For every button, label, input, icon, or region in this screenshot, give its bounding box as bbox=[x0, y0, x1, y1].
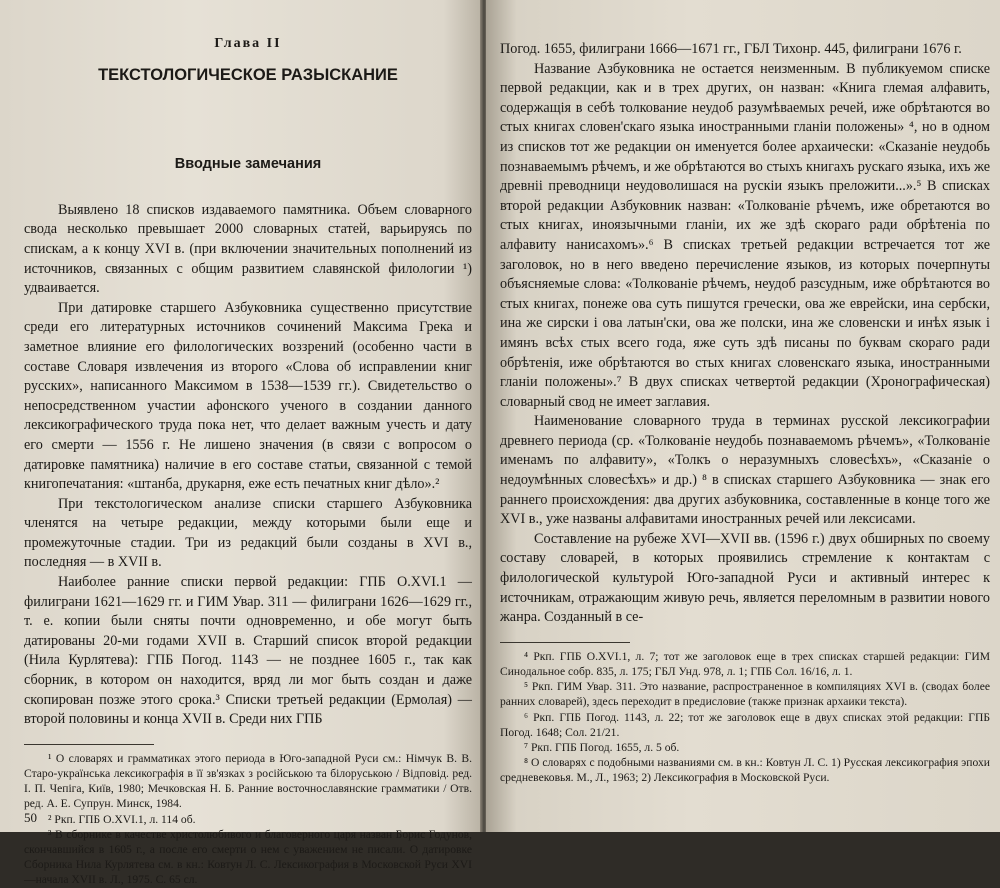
right-page bbox=[486, 0, 1000, 832]
right-page-content bbox=[500, 40, 990, 786]
paragraph: Наименование словарного труда в терминах русской лексикографии древнего периода (ср. «Толкованіе неудобь познаваемомъ рѣчемъ», «Толкованіе именамъ по алфавиту», «Толкъ о неразумныхъ словесѣхъ», «Сказаніе о недоумѣнных словесѣхъ» и др.) ⁸ в списках старшего Азбуковника — знак его раннего происхождения: два других азбуковника, составленные в конце того же XVI в., уже названы алфавитами иностранных речей или лексисами. bbox=[500, 413, 990, 528]
left-page bbox=[0, 0, 482, 887]
footnote: ⁷ Ркп. ГПБ Погод. 1655, л. 5 об. bbox=[524, 741, 680, 755]
footnote-rule bbox=[500, 642, 630, 643]
footnotes-right bbox=[500, 632, 990, 786]
footnote: ² Ркп. ГПБ О.XVI.1, л. 114 об. bbox=[48, 812, 196, 826]
footnote: ¹ О словарях и грамматиках этого периода в Юго-западной Руси см.: Німчук В. В. Старо-українська лексикографія в її зв'язках з російською та білоруською / Відповід. ред. І. П. Чепіга, Київ, 1980; Мечковская Н. Б. Ранние восточнославянские грамматики / Отв. ред. А. Е. Супрун. Минск, 1984. bbox=[24, 751, 472, 811]
footnote: ⁸ О словарях с подобными названиями см. в кн.: Ковтун Л. С. 1) Русская лексикография эпохи средневековья. М., Л., 1963; 2) Лексикография в Московской Руси. bbox=[500, 756, 990, 785]
paragraph: Наиболее ранние списки первой редакции: ГПБ О.XVI.1 — филиграни 1621—1629 гг. и ГИМ Увар. 311 — филиграни 1626—1629 гг., т. е. копии были сняты почти одновременно, и обе могут быть датированы 20-ми годами XVII в. Старший список второй редакции (Нила Курлятева): ГПБ Погод. 1143 — не позднее 1605 г., так как сборник, в котором он находится, вряд ли мог быть создан и даже скопирован позже этого срока.³ Списки третьей редакции (Ермолая) — второй половины и конца XVII в. Среди них ГПБ bbox=[24, 574, 472, 728]
footnote: ³ В сборнике в качестве христолюбивого и благоверного царя назван Борис Годунов, скончавшийся в 1605 г., а после его смерти о нем с уважением не писали. О датировке Сборника Нила Курлятева см. в кн.: Ковтун Л. С. Лексикография в Московской Руси XVI—начала XVII в. Л., 1975. С. 65 сл. bbox=[24, 827, 472, 887]
footnotes-left bbox=[24, 734, 472, 888]
paragraph: Название Азбуковника не остается неизменным. В публикуемом списке первой редакции, как и в трех других, он назван: «Книга глемая алфавить, содержащія в себѣ толкование неудоб разумѣваемых речей, иже обрѣтаются во стых книгах словен'скаго языка иностранными гланіи положены» ⁴, но в одном из списков тот же редакции он именуется более архаически: «Сказаніе неудобь познаваемымъ рѣчемъ, и же обрѣтаются во стыхъ книгахъ рускаго языка, ихъ же древнii преводници неудоволишася на рускiи языкъ преложити...».⁵ В списках второй редакции Азбуковник назван: «Толкованіе рѣчемъ, иже обретаются во стых книгах, иноязычными гланiи, их же здѣ скораго ради обрѣтенiа по алфавиту нанисахомъ».⁶ В списках третьей редакции встречается тот же заголовок, но в него введено перечисление языков, из которых почерпнуты объясняемые слова: «Толкованіе рѣчемъ, неудоб разсудным, иже обрѣтаются во стых книгах, понеже ова суть пишутся гречески, ова же еврейски, ина сербски, ина же сирски і ова латын'ски, ова же полски, ина же словенски и инѣх язык і имянъ всѣх стых всего года, яже суть здѣ писаны по буквам скораго ради обрѣтенiя, иже обрѣтаются во стых книгах словенскаго языка, иностранными гланіи положены».⁷ В двух списках четвертой редакции (Хронографическая) словарный свод не имеет заглавия. bbox=[500, 60, 990, 410]
paragraph: Погод. 1655, филиграни 1666—1671 гг., ГБЛ Тихонр. 445, филиграни 1676 г. bbox=[500, 41, 962, 57]
paragraph: Составление на рубеже XVI—XVII вв. (1596 г.) двух обширных по своему составу словарей, в которых проявились стремление к контактам с филологической культурой Юго-западной Руси и активный интерес к источникам, отражающим живую речь, является переломным в развитии нового жанра. Созданный в се- bbox=[500, 530, 990, 626]
chapter-heading: Глава II bbox=[214, 36, 282, 51]
left-page-content bbox=[24, 30, 472, 888]
paragraph: При датировке старшего Азбуковника существенно присутствие среди его литературных источников сочинений Максима Грека и заметное влияние его филологических воззрений (особенно части в составе Словаря извлечения из второго «Слова об исправлении книг русских», написанного Максимом в 1538—1539 гг.). Свидетельство о непосредственном участии афонского ученого в создании данного лексикографического труда пока нет, что делает важным учесть и дату его смерти — 1556 г. Не лишено значения (в связи с вопросом о датировке памятника) наличие в его составе статьи, связанной с темой книгопечатания: «штанба, друкарня, еже есть печатных книг дѣло».² bbox=[24, 299, 472, 493]
footnote: ⁵ Ркп. ГИМ Увар. 311. Это название, распространенное в компиляциях XVI в. (сводах более ранних словарей), здесь переходит в предисловие (также признак архаики текста). bbox=[500, 680, 990, 709]
page-number: 50 bbox=[24, 810, 37, 825]
paragraph: При текстологическом анализе списки старшего Азбуковника членятся на четыре редакции, между которыми были еще и промежуточные стадии. Три из редакций были созданы в XVI в., последняя — в XVII в. bbox=[24, 495, 472, 571]
paragraph: Выявлено 18 списков издаваемого памятника. Объем словарного свода несколько превышает 2000 словарных статей, варьируясь по спискам, а к концу XVI в. (при включении значительных пополнений из источников, связанных с общим развитием славянской филологии ¹) удваивается. bbox=[24, 201, 472, 297]
section-title: Вводные замечания bbox=[174, 156, 322, 173]
footnote: ⁶ Ркп. ГПБ Погод. 1143, л. 22; тот же заголовок еще в двух списках этой редакции: ГПБ Погод. 1648; Сол. 21/21. bbox=[500, 710, 990, 739]
footnote: ⁴ Ркп. ГПБ О.XVI.1, л. 7; тот же заголовок еще в трех списках старшей редакции: ГИМ Синодальное собр. 835, л. 175; ГБЛ Унд. 978, л. 1; ГПБ Сол. 16/16, л. 1. bbox=[500, 649, 990, 679]
chapter-title: ТЕКСТОЛОГИЧЕСКОЕ РАЗЫСКАНИЕ bbox=[98, 65, 398, 84]
footnote-rule bbox=[24, 744, 154, 745]
